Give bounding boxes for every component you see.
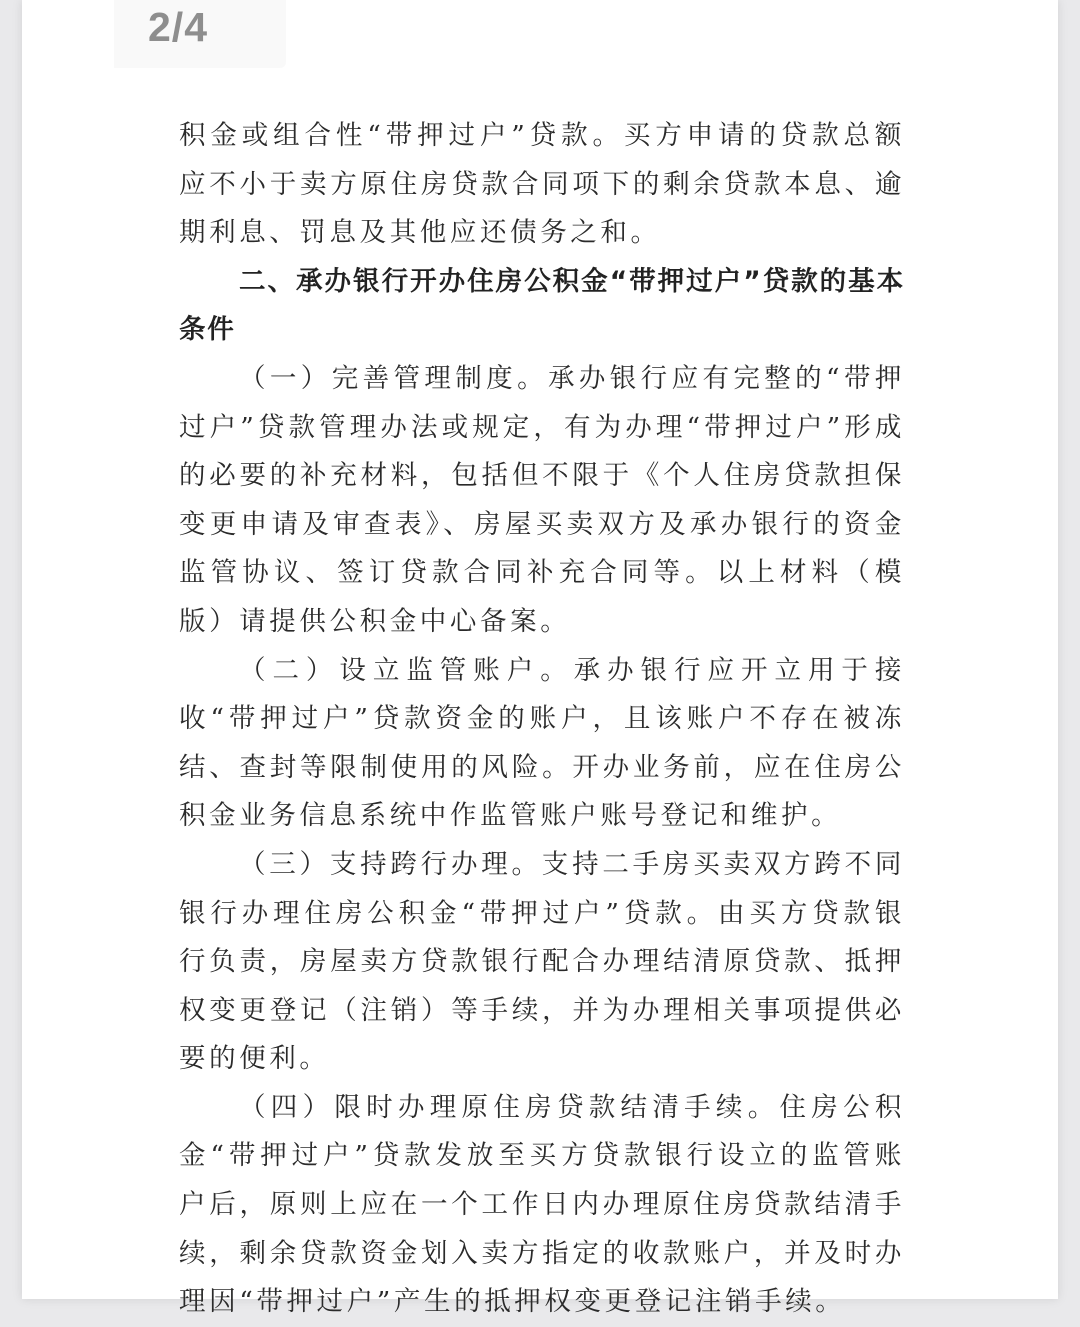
document-body [179,112,905,1327]
page-indicator [114,0,286,68]
paragraph-item-2: （二）设立监管账户。承办银行应开立用于接收“带押过户”贷款资金的账户，且该账户不存在被冻结、查封等限制使用的风险。开办业务前，应在住房公积金业务信息系统中作监管账户账号登记和维护。 [179,654,905,832]
paragraph-item-4: （四）限时办理原住房贷款结清手续。住房公积金“带押过户”贷款发放至买方贷款银行设立的监管账户后，原则上应在一个工作日内办理原住房贷款结清手续，剩余贷款资金划入卖方指定的收款账户，并及时办理因“带押过户”产生的抵押权变更登记注销手续。 [179,1091,905,1318]
paragraph-item-3: （三）支持跨行办理。支持二手房买卖双方跨不同银行办理住房公积金“带押过户”贷款。由买方贷款银行负责，房屋卖方贷款银行配合办理结清原贷款、抵押权变更登记（注销）等手续，并为办理相关事项提供必要的便利。 [179,848,905,1075]
document-page [22,0,1058,1318]
continuation-paragraph: 积金或组合性“带押过户”贷款。买方申请的贷款总额应不小于卖方原住房贷款合同项下的剩余贷款本息、逾期利息、罚息及其他应还债务之和。 [179,120,905,249]
section-heading: 二、承办银行开办住房公积金“带押过户”贷款的基本条件 [179,265,905,346]
page-number-label: 2/4 [148,4,208,50]
paragraph-item-1: （一）完善管理制度。承办银行应有完整的“带押过户”贷款管理办法或规定，有为办理“带押过户”形成的必要的补充材料，包括但不限于《个人住房贷款担保变更申请及审查表》、房屋买卖双方及承办银行的资金监管协议、签订贷款合同补充合同等。以上材料（模版）请提供公积金中心备案。 [179,362,905,637]
